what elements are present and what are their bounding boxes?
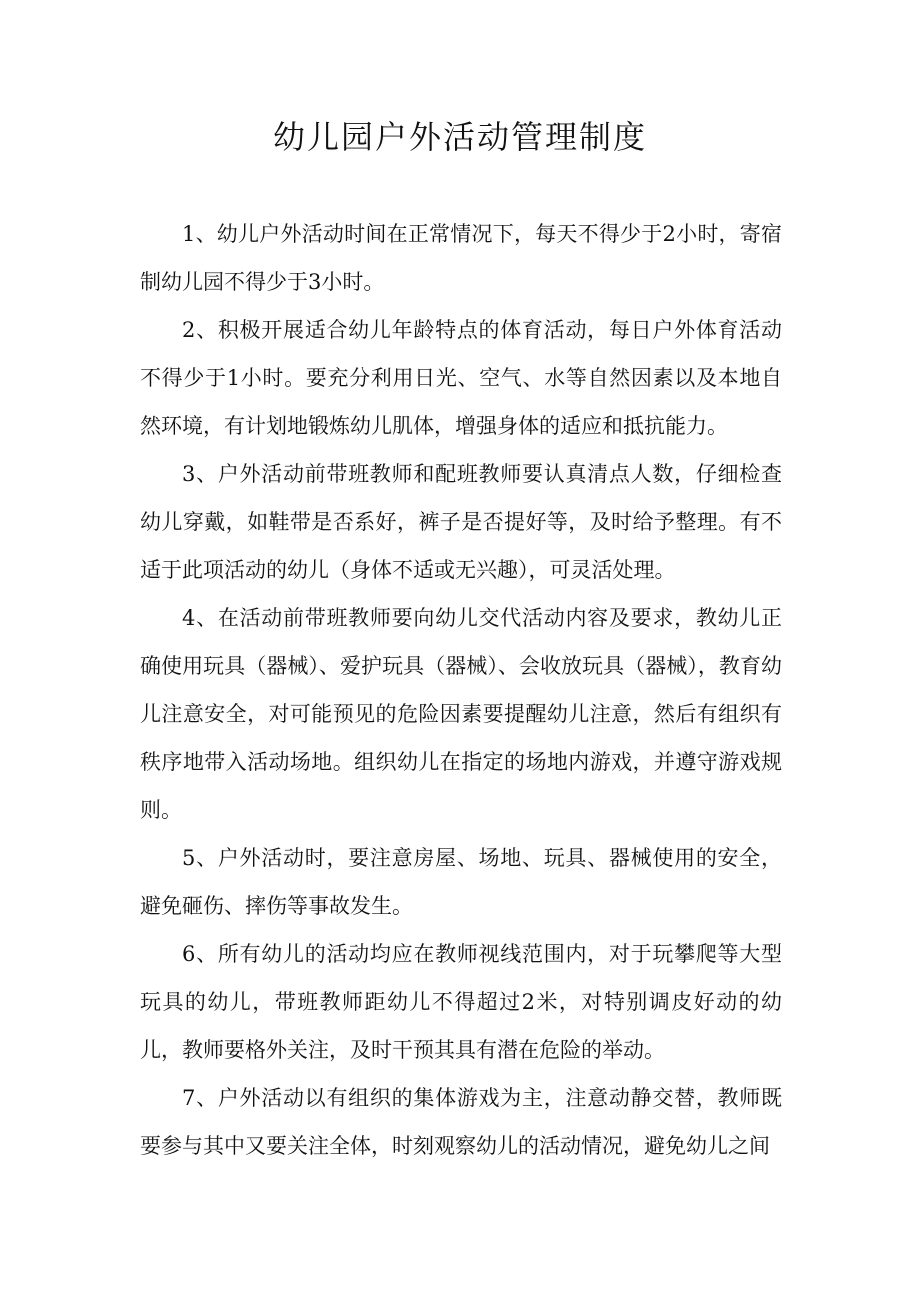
paragraph-4: 4、在活动前带班教师要向幼儿交代活动内容及要求，教幼儿正确使用玩具（器械）、爱护玩具（器械）、会收放玩具（器械），教育幼儿注意安全，对可能预见的危险因素要提醒幼儿注意，然后有组织有秩序地带入活动场地。组织幼儿在指定的场地内游戏，并遵守游戏规则。: [140, 606, 782, 822]
paragraph-7: 7、户外活动以有组织的集体游戏为主，注意动静交替，教师既要参与其中又要关注全体，时刻观察幼儿的活动情况，避免幼儿之间: [140, 1086, 782, 1158]
document-body: [140, 210, 782, 1170]
paragraph-6: 6、所有幼儿的活动均应在教师视线范围内，对于玩攀爬等大型玩具的幼儿，带班教师距幼儿不得超过2米，对特别调皮好动的幼儿，教师要格外关注，及时干预其具有潜在危险的举动。: [140, 942, 782, 1062]
paragraph-1: 1、幼儿户外活动时间在正常情况下，每天不得少于2小时，寄宿制幼儿园不得少于3小时。: [140, 222, 782, 294]
paragraph-2: 2、积极开展适合幼儿年龄特点的体育活动，每日户外体育活动不得少于1小时。要充分利用日光、空气、水等自然因素以及本地自然环境，有计划地锻炼幼儿肌体，增强身体的适应和抵抗能力。: [140, 318, 782, 438]
paragraph-5: 5、户外活动时，要注意房屋、场地、玩具、器械使用的安全，避免砸伤、摔伤等事故发生。: [140, 846, 782, 918]
paragraph-3: 3、户外活动前带班教师和配班教师要认真清点人数，仔细检查幼儿穿戴，如鞋带是否系好，裤子是否提好等，及时给予整理。有不适于此项活动的幼儿（身体不适或无兴趣），可灵活处理。: [140, 462, 782, 582]
document-title: 幼儿园户外活动管理制度: [272, 118, 647, 156]
